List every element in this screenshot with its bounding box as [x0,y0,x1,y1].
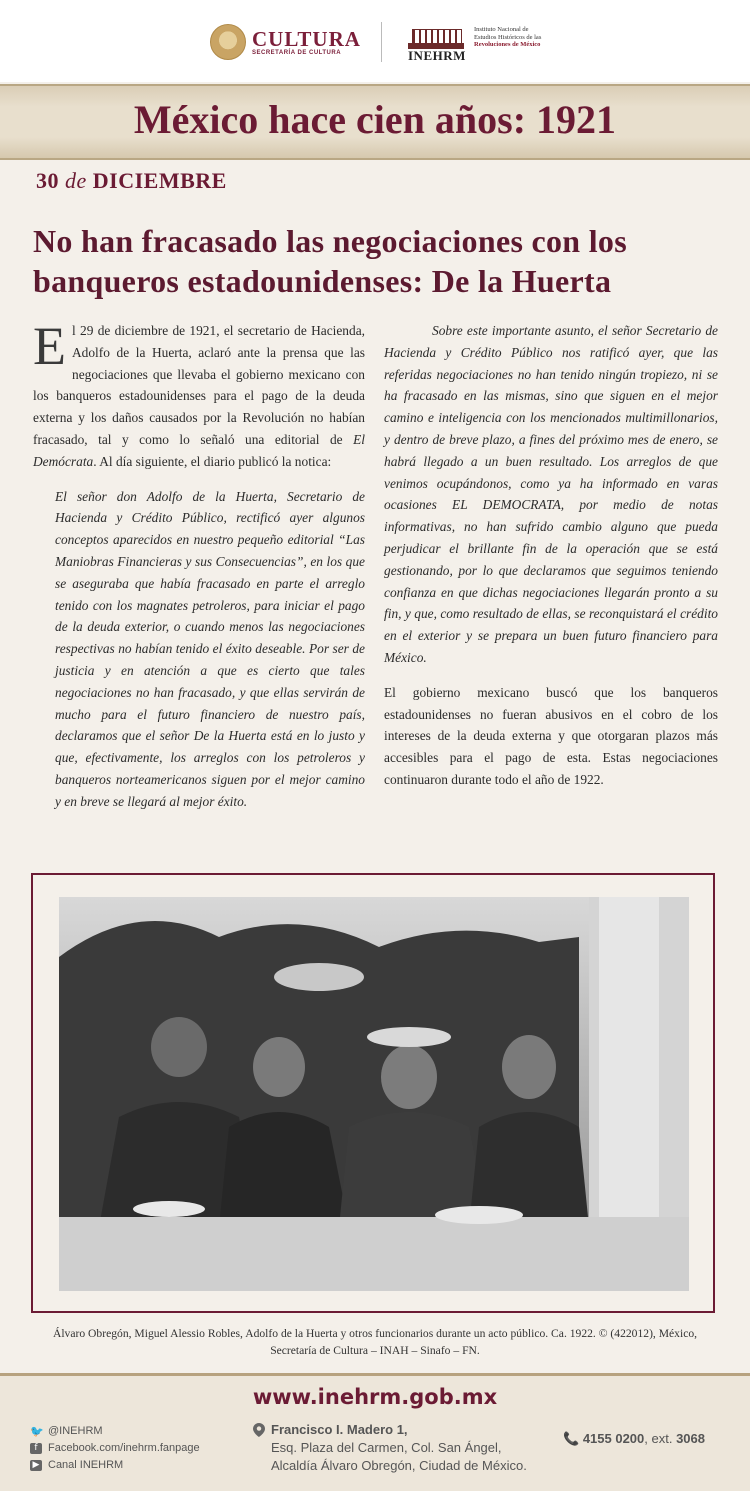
intro-paragraph: El 29 de diciembre de 1921, el secretario de Hacienda, Adolfo de la Huerta, aclaró ante la prensa que las negociaciones que llevaba el gobierno mexicano con los banqueros estadounidenses para el pago de la deuda externa y los daños causados por la Revolución no habían fracasado, tal y como lo señaló una editorial de El Demócrata. Al día siguiente, el diario publicó la notica: [33,316,365,469]
closing-paragraph: El gobierno mexicano buscó que los banqueros estadounidenses no fueran abusivos en el cobro de los intereses de la deuda externa y que otorgaran plazos más accesibles para el pago de esta. Estas negociaciones continuaron durante todo el año de 1922. [384,684,718,787]
page-title: México hace cien años: 1921 [133,97,617,142]
twitter-link[interactable]: 🐦 @INEHRM [30,1425,103,1438]
address-line-1: Francisco I. Madero 1, [271,1422,408,1437]
photo-frame [31,873,715,1313]
location-pin-icon [253,1423,265,1437]
national-seal-icon [210,24,246,60]
left-column [33,316,365,813]
inehrm-logo[interactable] [408,26,542,63]
inehrm-wordmark: INEHRM [408,48,466,63]
date-de: de [65,168,87,193]
address-line-3: Alcaldía Álvaro Obregón, Ciudad de México. [271,1458,527,1473]
phone-icon: 📞 [563,1432,580,1447]
drop-cap: E [33,316,66,376]
address-line-2: Esq. Plaza del Carmen, Col. San Ángel, [271,1440,502,1455]
website-link[interactable]: www.inehrm.gob.mx [252,1385,498,1409]
address [255,1421,527,1475]
quote-paragraph-right: Sobre este importante asunto, el señor Secretario de Hacienda y Crédito Público nos ratificó ayer, que las referidas negociaciones no han tenido ningún tropiezo, ni se ha fracasado en las mismas, sino que siguen en el mejor camino e inteligencia con los mencionados multimillonarios, y dentro de breve plazo, a fines del próximo mes de enero, se habrá llegado a un buen resultado. Los arreglos de que venimos ocupándonos, como ya ha informado en varas ocasiones EL DEMOCRATA, por medio de notas informativas, no han sufrido cambio alguno que pueda perjudicar el brillante fin de la operación que se está gestionando, por lo que declaramos que seguimos teniendo confianza en que dichas negociaciones llegarán pronto a su fin, y que, como resultado de ellas, se reconquistará el crédito en el exterior y se prepara un buen futuro financiero para México. [384,323,718,665]
inehrm-description: Instituto Nacional de Estudios Históricos de las Revoluciones de México [474,26,542,48]
facebook-icon: f [30,1443,42,1454]
date-day: 30 [36,168,59,193]
date-line [36,168,227,194]
headline: No han fracasado las negociaciones con los banqueros estadounidenses: De la Huerta [33,223,627,299]
youtube-icon: ▶ [30,1460,42,1471]
logo-bar [0,0,750,82]
cultura-subtitle: SECRETARÍA DE CULTURA [252,49,342,56]
title-band [0,84,750,160]
logo-divider [381,22,382,62]
newspaper-name: El Demócrata [33,431,365,469]
footer [0,1373,750,1491]
quote-paragraph-left: El señor don Adolfo de la Huerta, Secretario de Hacienda y Crédito Público, rectificó ayer algunos conceptos aparecidos en nuestro pequeño editorial “Las Maniobras Financieras y sus Consecuencias”, en los que se aseguraba que había fracasado en parte el arreglo tenido con los magnates petroleros, para iniciar el pago de la deuda exterior, o cuando menos las negociaciones respectivas no habían tenido el éxito deseable. Por ser de justicia y en atención a que es cierto que tales negociaciones no han fracasado, y que ellas servirán de mucho para el futuro financiero de nuestro país, declaramos que el señor De la Huerta está en lo justo y que, efectivamente, los arreglos con los petroleros y banqueros norteamericanos siguen por el mejor camino y en breve se llegará al mejor éxito. [55,488,365,809]
historical-photo [59,897,689,1291]
twitter-icon: 🐦 [30,1425,44,1438]
facebook-link[interactable]: f Facebook.com/inehrm.fanpage [30,1440,200,1457]
photo-caption: Álvaro Obregón, Miguel Alessio Robles, Adolfo de la Huerta y otros funcionarios durante un acto público. Ca. 1922. © (422012), México, Secretaría de Cultura – INAH – Sinafo – FN. [52,1327,698,1357]
youtube-link[interactable]: ▶ Canal INEHRM [30,1457,200,1474]
right-column [384,320,718,791]
cultura-logo[interactable] [210,24,361,60]
date-month: DICIEMBRE [92,168,227,193]
social-links [30,1423,200,1474]
cultura-name: CULTURA [252,26,361,51]
phone-number[interactable]: 📞 4155 0200, ext. 3068 [563,1431,705,1447]
inehrm-building-icon [408,27,464,49]
